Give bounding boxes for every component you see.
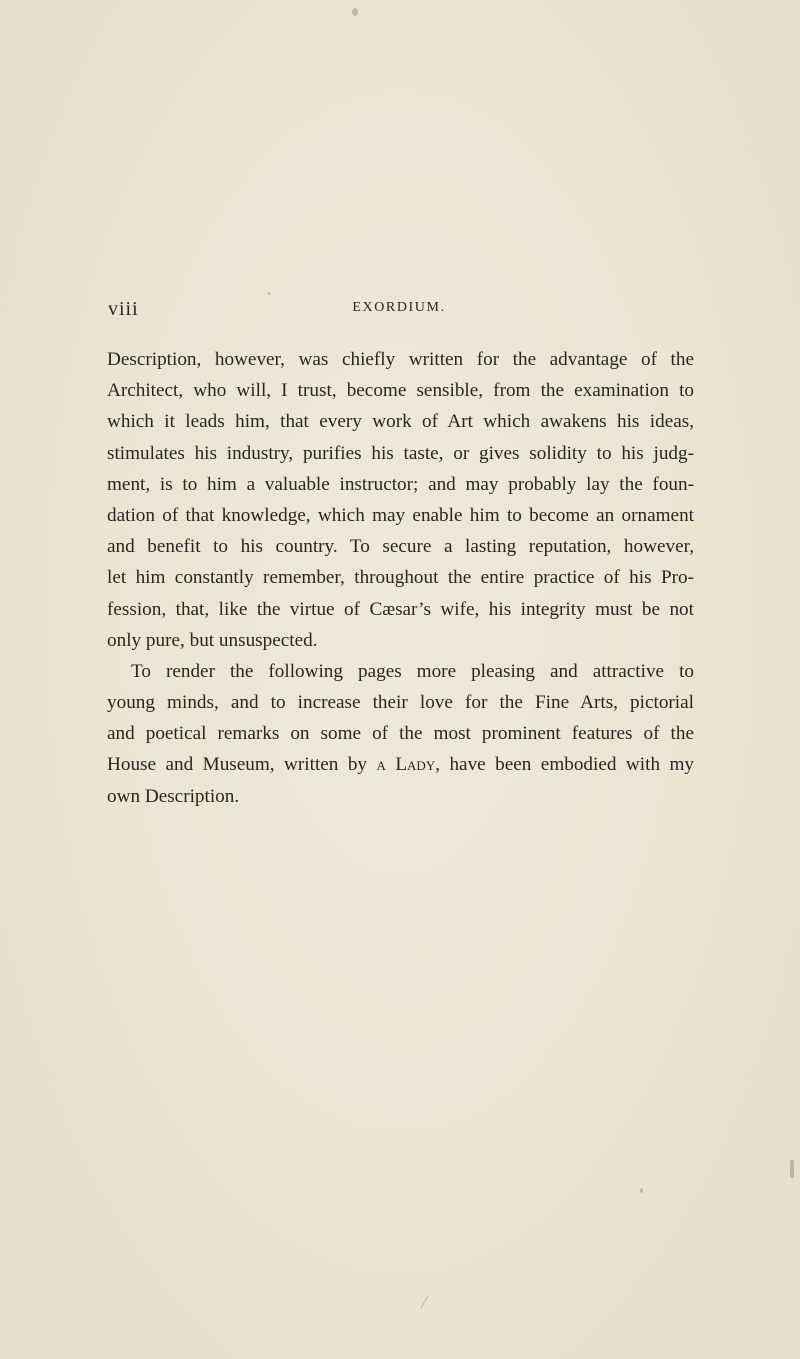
body-text <box>107 344 694 812</box>
text-run: , have been embodied with my <box>435 754 695 776</box>
small-caps-author: a Lady <box>376 754 436 776</box>
text-line: Description, however, was chiefly written for the advantage of the <box>107 349 694 370</box>
paragraph-first-line: To render the following pages more pleasing and attractive to <box>131 660 694 682</box>
text-line: which it leads him, that every work of Art which awakens his ideas, <box>107 411 694 433</box>
paragraph-end-line: own Description. <box>107 785 240 807</box>
page-header <box>106 298 692 326</box>
text-line-with-small-caps <box>107 749 694 780</box>
text-line: let him constantly remember, throughout the entire practice of his Pro- <box>107 567 694 589</box>
paragraph-end-line: only pure, but unsuspected. <box>107 629 318 651</box>
running-title: EXORDIUM. <box>352 300 446 315</box>
speck <box>790 1160 794 1178</box>
speck <box>421 1296 429 1309</box>
text-line: Architect, who will, I trust, become sensible, from the examination to <box>107 380 694 402</box>
text-line: young minds, and to increase their love for the Fine Arts, pictorial <box>107 692 694 714</box>
text-line: dation of that knowledge, which may enable him to become an ornament <box>107 504 694 526</box>
speck <box>268 292 270 295</box>
text-line: fession, that, like the virtue of Cæsar’s wife, his integrity must be not <box>107 598 694 620</box>
text-line: stimulates his industry, purifies his taste, or gives solidity to his judg- <box>107 442 694 464</box>
page-number: viii <box>108 298 139 320</box>
text-line: and poetical remarks on some of the most prominent features of the <box>107 723 694 745</box>
speck <box>352 8 358 16</box>
text-line: and benefit to his country. To secure a lasting reputation, however, <box>107 536 694 558</box>
text-run: House and Museum, written by <box>107 754 377 776</box>
speck <box>640 1188 643 1193</box>
text-line: ment, is to him a valuable instructor; and may probably lay the foun- <box>107 473 694 495</box>
